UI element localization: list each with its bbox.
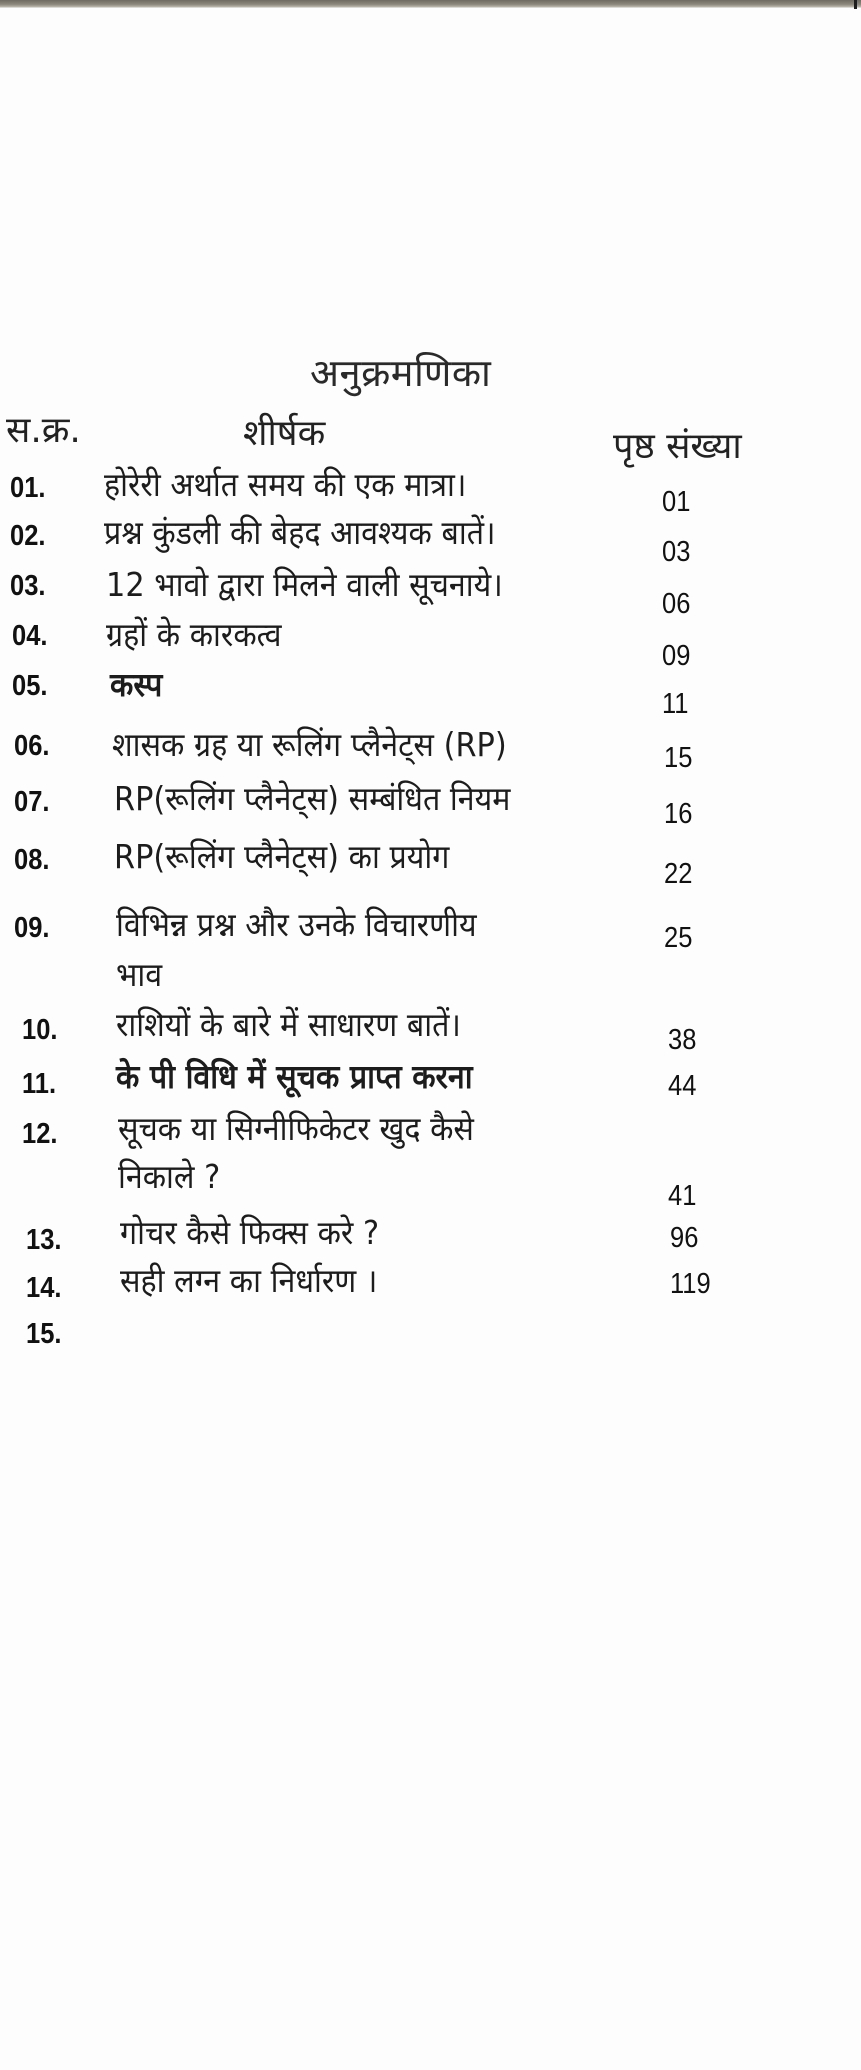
entry-number: 03. [10,570,46,602]
entry-page: 25 [664,922,693,954]
entry-title: RP(रूलिंग प्लैनेट्स) सम्बंधित नियम [114,779,511,818]
entry-title: विभिन्न प्रश्न और उनके विचारणीय [116,905,477,944]
entry-number: 11. [22,1068,57,1100]
entry-page: 96 [670,1222,699,1254]
entry-title: कस्प [110,665,163,704]
entry-number: 14. [26,1272,62,1304]
entry-page: 16 [664,798,693,830]
entry-title: राशियों के बारे में साधारण बातें। [116,1005,461,1044]
page-title: अनुक्रमणिका [310,351,492,395]
entry-title: के पी विधि में सूचक प्राप्त करना [116,1057,473,1096]
entry-title: 12 भावो द्वारा मिलने वाली सूचनाये। [106,565,503,604]
column-header-page: पृष्ठ संख्या [613,426,742,467]
entry-number: 13. [26,1224,62,1256]
entry-title: ग्रहों के कारकत्व [106,615,282,654]
entry-number: 05. [12,670,48,702]
entry-number: 08. [14,844,50,876]
entry-page: 15 [664,742,693,774]
entry-title: प्रश्न कुंडली की बेहद आवश्यक बातें। [104,513,496,552]
entry-page: 01 [662,486,691,518]
entry-title: RP(रूलिंग प्लैनेट्स) का प्रयोग [114,837,450,876]
entry-title: सही लग्न का निर्धारण । [120,1261,378,1300]
entry-page: 09 [662,640,691,672]
entry-number: 02. [10,520,46,552]
entry-page: 38 [668,1024,697,1056]
entry-page: 22 [664,858,693,890]
entry-title: होरेरी अर्थात समय की एक मात्रा। [104,465,467,504]
entry-page: 44 [668,1070,697,1102]
entry-page: 119 [670,1268,711,1300]
entry-page: 41 [668,1180,697,1212]
entry-number: 06. [14,730,50,762]
entry-number: 07. [14,786,50,818]
entry-number: 04. [12,620,48,652]
entry-number: 12. [22,1118,58,1150]
entry-title-continued: भाव [116,955,163,994]
entry-page: 03 [662,536,691,568]
entry-title-continued: निकाले ? [118,1157,221,1196]
entry-page: 11 [662,688,689,720]
entry-title: शासक ग्रह या रूलिंग प्लैनेट्स (RP) [112,725,507,764]
column-header-heading: शीर्षक [243,413,326,454]
entry-page: 06 [662,588,691,620]
entry-number: 01. [10,472,46,504]
entry-number: 15. [26,1318,62,1350]
entry-number: 09. [14,912,50,944]
column-header-serial: स.क्र. [6,410,81,451]
entry-title: सूचक या सिग्नीफिकेटर खुद कैसे [118,1109,474,1148]
entry-title: गोचर कैसे फिक्स करे ? [120,1213,380,1252]
entry-number: 10. [22,1014,58,1046]
